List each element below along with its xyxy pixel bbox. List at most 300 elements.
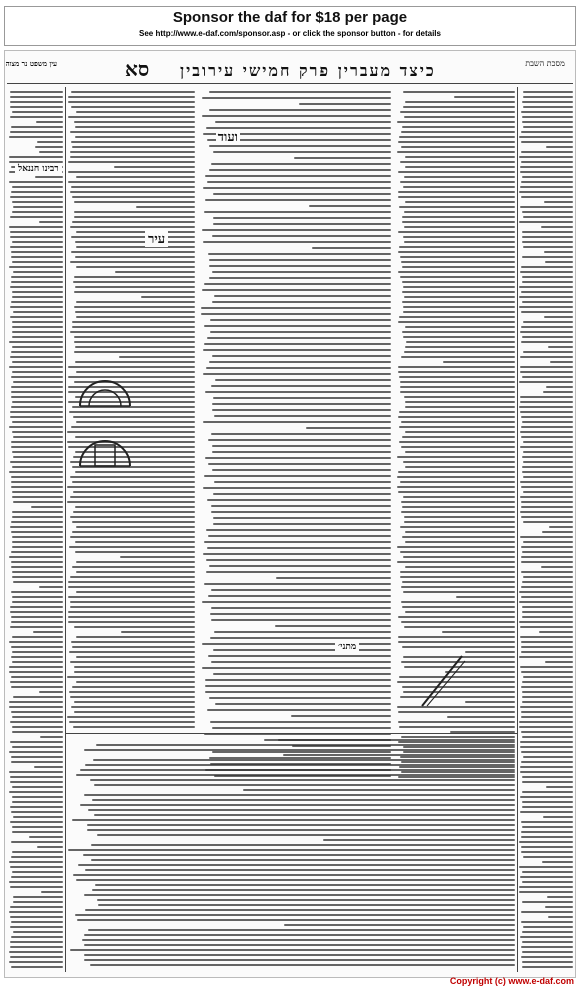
masechet-note: מסכת השבת <box>525 59 565 68</box>
rabenu-chananel-heading: רבינו חננאל <box>15 163 62 174</box>
text-line <box>522 696 573 698</box>
text-line <box>71 141 195 143</box>
text-line <box>521 161 573 163</box>
text-line <box>522 806 573 808</box>
text-line <box>72 321 195 323</box>
text-line <box>402 606 515 608</box>
text-line <box>522 301 573 303</box>
text-line <box>521 711 573 713</box>
text-line <box>399 441 515 443</box>
text-line <box>10 626 64 628</box>
text-line <box>9 471 63 473</box>
sponsor-banner[interactable] <box>4 6 576 46</box>
text-line <box>95 884 515 886</box>
text-line <box>76 879 515 881</box>
text-line <box>119 356 195 358</box>
text-line <box>402 281 515 283</box>
text-line <box>522 376 573 378</box>
text-line <box>519 591 573 593</box>
text-line <box>447 716 515 718</box>
text-line <box>93 759 515 761</box>
text-line <box>69 411 195 413</box>
text-line <box>405 451 515 453</box>
text-line <box>206 529 391 531</box>
text-line <box>519 406 573 408</box>
text-line <box>209 109 391 111</box>
text-line <box>521 646 573 648</box>
text-line <box>75 471 195 473</box>
text-line <box>404 176 515 178</box>
text-line <box>12 651 63 653</box>
text-line <box>406 341 515 343</box>
text-line <box>68 611 195 613</box>
text-line <box>404 211 515 213</box>
text-line <box>70 606 195 608</box>
text-line <box>204 475 391 477</box>
text-line <box>400 276 515 278</box>
text-line <box>519 286 573 288</box>
text-line <box>75 286 195 288</box>
ein-mishpat-header: עין משפט נר מצוה <box>5 59 57 68</box>
text-line <box>73 874 515 876</box>
text-line <box>400 576 515 578</box>
text-line <box>523 476 573 478</box>
text-line <box>400 111 515 113</box>
text-line <box>465 701 515 703</box>
text-line <box>12 571 63 573</box>
text-line <box>523 91 573 93</box>
text-line <box>522 241 573 243</box>
text-line <box>12 851 63 853</box>
text-line <box>521 571 573 573</box>
text-line <box>522 791 573 793</box>
text-line <box>520 411 573 413</box>
text-line <box>522 826 573 828</box>
text-line <box>13 436 63 438</box>
text-line <box>11 621 63 623</box>
text-line <box>398 231 515 233</box>
text-line <box>68 621 195 623</box>
text-line <box>523 856 573 858</box>
text-line <box>10 411 63 413</box>
text-line <box>283 754 515 756</box>
text-line <box>400 481 515 483</box>
text-line <box>214 295 391 297</box>
text-line <box>70 131 195 133</box>
text-line <box>523 576 573 578</box>
text-line <box>115 271 195 273</box>
text-line <box>442 631 515 633</box>
text-line <box>398 196 515 198</box>
text-line <box>401 501 515 503</box>
text-line <box>465 651 515 653</box>
text-line <box>13 901 63 903</box>
text-line <box>75 914 515 916</box>
text-line <box>76 774 515 776</box>
text-line <box>84 794 515 796</box>
text-line <box>72 146 195 148</box>
text-line <box>210 637 391 639</box>
text-line <box>92 889 515 891</box>
text-line <box>550 361 573 363</box>
text-line <box>204 541 391 543</box>
text-line <box>11 811 63 813</box>
text-line <box>522 616 573 618</box>
text-line <box>10 306 63 308</box>
text-line <box>399 246 515 248</box>
text-line <box>207 709 391 711</box>
text-line <box>541 566 573 568</box>
text-line <box>521 846 573 848</box>
text-line <box>309 205 391 207</box>
text-line <box>70 191 195 193</box>
text-line <box>68 581 195 583</box>
text-line <box>74 216 195 218</box>
text-line <box>12 211 63 213</box>
text-line <box>402 266 515 268</box>
text-line <box>520 356 573 358</box>
text-line <box>398 366 515 368</box>
text-line <box>12 576 63 578</box>
text-line <box>539 631 573 633</box>
text-line <box>519 886 573 888</box>
text-line <box>75 346 195 348</box>
text-line <box>398 251 515 253</box>
text-line <box>11 616 63 618</box>
text-line <box>521 516 573 518</box>
text-line <box>11 126 63 128</box>
text-line <box>520 366 573 368</box>
text-line <box>521 751 573 753</box>
text-line <box>12 596 63 598</box>
text-line <box>211 385 391 387</box>
text-line <box>543 391 573 393</box>
text-line <box>401 146 515 148</box>
text-line <box>398 171 515 173</box>
text-line <box>402 506 515 508</box>
text-line <box>76 656 195 658</box>
sponsor-subtitle[interactable]: See http://www.e-daf.com/sponsor.asp - or click the sponsor button - for details <box>139 29 441 38</box>
text-line <box>522 101 573 103</box>
text-line <box>9 366 63 368</box>
text-line <box>215 379 391 381</box>
text-line <box>70 696 195 698</box>
text-line <box>402 436 515 438</box>
text-line <box>9 136 63 138</box>
text-line <box>213 493 391 495</box>
text-line <box>68 181 195 183</box>
text-line <box>520 511 573 513</box>
text-line <box>12 241 63 243</box>
text-line <box>402 581 515 583</box>
text-line <box>404 226 515 228</box>
header-rule <box>7 83 573 84</box>
text-line <box>12 111 63 113</box>
text-line <box>9 666 63 668</box>
text-line <box>72 196 195 198</box>
text-line <box>71 251 195 253</box>
text-line <box>70 661 195 663</box>
text-line <box>10 776 63 778</box>
text-line <box>545 261 573 263</box>
text-line <box>10 606 63 608</box>
text-line <box>75 241 195 243</box>
tosafot-bottom-block <box>67 739 515 969</box>
text-line <box>522 581 573 583</box>
text-line <box>205 391 391 393</box>
text-line <box>519 601 573 603</box>
text-line <box>209 91 391 93</box>
text-line <box>520 666 573 668</box>
text-line <box>521 561 573 563</box>
text-line <box>523 96 573 98</box>
copyright-notice[interactable]: Copyright (c) www.e-daf.com <box>449 976 574 986</box>
text-line <box>520 401 573 403</box>
text-line <box>9 961 63 963</box>
text-line <box>9 671 63 673</box>
text-line <box>11 301 63 303</box>
text-line <box>400 181 515 183</box>
text-line <box>12 326 63 328</box>
text-line <box>523 246 573 248</box>
text-line <box>399 206 515 208</box>
text-line <box>11 376 63 378</box>
text-line <box>519 221 573 223</box>
text-line <box>68 849 515 851</box>
text-line <box>75 551 195 553</box>
text-line <box>398 616 515 618</box>
text-line <box>74 626 195 628</box>
text-line <box>211 607 391 609</box>
text-line <box>11 531 63 533</box>
text-line <box>520 936 573 938</box>
text-line <box>213 649 391 651</box>
text-line <box>12 331 63 333</box>
text-line <box>11 591 63 593</box>
text-line <box>521 731 573 733</box>
text-line <box>203 187 391 189</box>
text-line <box>521 291 573 293</box>
text-line <box>12 336 63 338</box>
text-line <box>546 146 573 148</box>
text-line <box>400 571 515 573</box>
text-line <box>70 601 195 603</box>
text-line <box>323 839 515 841</box>
text-line <box>521 436 573 438</box>
text-line <box>522 231 573 233</box>
text-line <box>9 341 63 343</box>
text-line <box>202 115 391 117</box>
text-line <box>13 206 63 208</box>
text-line <box>69 691 195 693</box>
text-line <box>84 934 515 936</box>
text-line <box>401 356 515 358</box>
text-line <box>76 591 195 593</box>
text-line <box>71 641 195 643</box>
text-line <box>544 316 573 318</box>
text-line <box>80 769 515 771</box>
text-line <box>75 541 195 543</box>
text-line <box>39 586 63 588</box>
text-line <box>12 516 63 518</box>
text-line <box>206 559 391 561</box>
text-line <box>9 881 63 883</box>
text-line <box>12 541 63 543</box>
text-line <box>443 361 515 363</box>
text-line <box>74 351 195 353</box>
text-line <box>94 784 515 786</box>
text-line <box>84 959 515 961</box>
text-line <box>522 121 573 123</box>
text-line <box>88 929 515 931</box>
text-line <box>13 456 63 458</box>
text-line <box>10 216 63 218</box>
text-line <box>546 786 573 788</box>
text-line <box>11 566 63 568</box>
text-line <box>521 671 573 673</box>
text-line <box>521 426 573 428</box>
talmud-page <box>4 50 576 978</box>
text-line <box>68 101 195 103</box>
text-line <box>523 521 573 523</box>
text-line <box>74 671 195 673</box>
text-line <box>404 116 515 118</box>
text-line <box>76 571 195 573</box>
sponsor-title[interactable]: Sponsor the daf for $18 per page <box>172 9 408 26</box>
text-line <box>74 201 195 203</box>
text-line <box>121 631 195 633</box>
text-line <box>521 556 573 558</box>
text-line <box>12 346 63 348</box>
text-line <box>11 481 63 483</box>
text-line <box>521 716 573 718</box>
text-line <box>72 521 195 523</box>
text-line <box>68 116 196 118</box>
text-line <box>70 156 195 158</box>
text-line <box>522 336 573 338</box>
text-line <box>519 296 573 298</box>
text-line <box>11 856 63 858</box>
text-line <box>519 841 573 843</box>
text-line <box>84 954 515 956</box>
text-line <box>69 651 195 653</box>
text-line <box>213 523 391 525</box>
text-line <box>521 311 573 313</box>
text-line <box>312 247 391 249</box>
text-line <box>35 146 63 148</box>
text-line <box>205 679 391 681</box>
text-line <box>72 566 195 568</box>
text-line <box>291 715 391 717</box>
text-line <box>520 771 573 773</box>
text-line <box>35 176 63 178</box>
text-line <box>205 457 391 459</box>
text-line <box>523 351 573 353</box>
text-line <box>69 721 195 723</box>
text-line <box>205 691 391 693</box>
text-line <box>213 217 391 219</box>
text-line <box>11 656 63 658</box>
text-line <box>544 201 573 203</box>
text-line <box>275 625 391 627</box>
text-line <box>522 781 573 783</box>
text-line <box>520 206 573 208</box>
text-line <box>299 103 391 105</box>
text-line <box>402 301 515 303</box>
text-line <box>203 553 391 555</box>
text-line <box>398 141 515 143</box>
text-line <box>209 361 391 363</box>
text-line <box>456 596 515 598</box>
text-line <box>9 266 63 268</box>
text-line <box>37 141 63 143</box>
text-line <box>208 463 391 465</box>
text-line <box>202 667 391 669</box>
text-line <box>76 526 195 528</box>
text-line <box>522 176 573 178</box>
text-line <box>401 511 515 513</box>
text-line <box>203 421 391 423</box>
text-line <box>203 241 391 243</box>
text-line <box>10 286 63 288</box>
text-line <box>522 701 573 703</box>
text-line <box>74 121 195 123</box>
text-line <box>522 881 573 883</box>
mishnah-label: מתני׳ <box>335 641 359 652</box>
text-line <box>543 816 573 818</box>
text-line <box>523 321 573 323</box>
text-line <box>403 556 515 558</box>
text-line <box>84 894 515 896</box>
text-line <box>523 461 573 463</box>
text-line <box>71 236 195 238</box>
text-line <box>209 697 391 699</box>
text-line <box>521 641 573 643</box>
text-line <box>10 941 63 943</box>
text-line <box>520 706 573 708</box>
text-line <box>70 261 195 263</box>
text-line <box>10 96 63 98</box>
dibur-hamatchil: עיר <box>145 231 168 247</box>
text-line <box>10 416 63 418</box>
text-line <box>398 471 515 473</box>
text-line <box>13 581 63 583</box>
text-line <box>521 416 573 418</box>
text-line <box>519 621 573 623</box>
text-line <box>520 496 573 498</box>
text-line <box>520 636 573 638</box>
text-line <box>136 206 195 208</box>
text-line <box>399 411 515 413</box>
text-line <box>208 535 391 537</box>
text-line <box>397 456 515 458</box>
text-line <box>67 486 195 488</box>
text-line <box>520 536 573 538</box>
text-line <box>521 266 573 268</box>
text-line <box>74 701 195 703</box>
text-line <box>10 781 63 783</box>
text-line <box>523 756 573 758</box>
text-line <box>403 336 515 338</box>
text-line <box>37 846 63 848</box>
text-line <box>10 611 63 613</box>
text-line <box>399 426 515 428</box>
text-line <box>74 341 195 343</box>
text-line <box>401 131 515 133</box>
text-line <box>75 126 195 128</box>
text-line <box>402 126 515 128</box>
text-line <box>10 246 63 248</box>
